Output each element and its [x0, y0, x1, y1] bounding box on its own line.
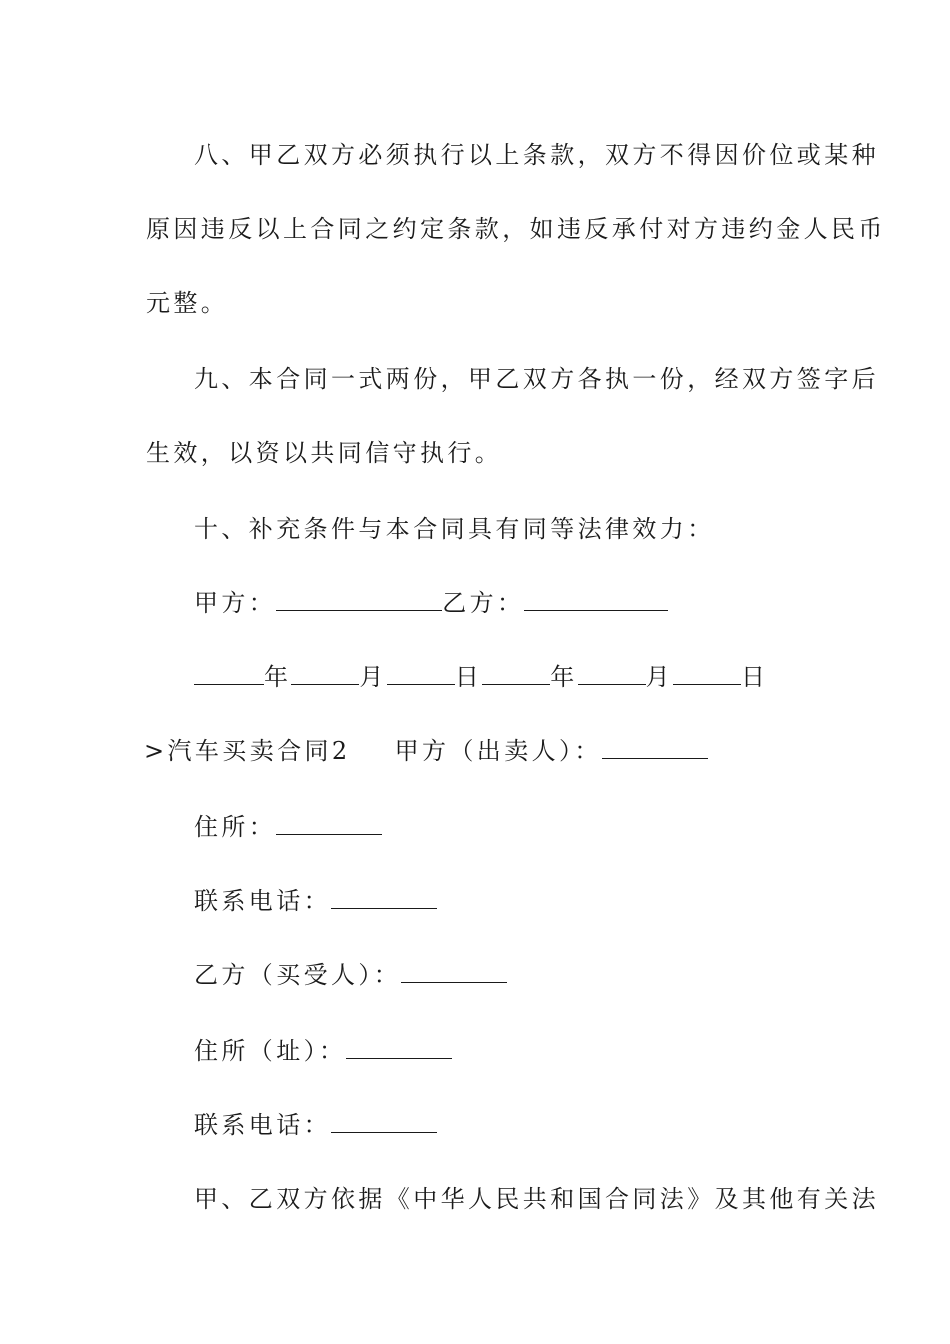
- buyer-address-label: 住所（址）：: [194, 1037, 347, 1065]
- clause-10-line-1: 十、补充条件与本合同具有同等法律效力：: [194, 515, 715, 543]
- buyer-phone-blank: [331, 1112, 437, 1133]
- clause-8-line-2: 原因违反以上合同之约定条款，如违反承付对方违约金人民币: [146, 215, 886, 243]
- year-blank-a: [194, 664, 264, 685]
- buyer-address-row: [194, 1036, 452, 1066]
- party-a-blank: [276, 590, 442, 611]
- seller-address-row: [194, 812, 382, 842]
- day-label-b: 日: [741, 663, 769, 691]
- clause-8-line-1: 八、甲乙双方必须执行以上条款，双方不得因价位或某种: [194, 141, 879, 169]
- day-blank-a: [387, 664, 455, 685]
- month-label-a: 月: [359, 663, 387, 691]
- buyer-phone-row: [194, 1110, 437, 1140]
- seller-phone-row: [194, 886, 437, 916]
- buyer-label: 乙方（买受人）：: [194, 961, 402, 989]
- contract-2-heading-row: [144, 736, 708, 766]
- clause-9-line-2: 生效，以资以共同信守执行。: [146, 439, 503, 467]
- clause-8-line-3: 元整。: [146, 289, 229, 317]
- month-label-b: 月: [645, 663, 674, 691]
- party-b-label: 乙方：: [442, 589, 525, 617]
- year-label-b: 年: [550, 663, 578, 691]
- seller-address-label: 住所：: [194, 813, 277, 841]
- seller-label: 甲方（出卖人）：: [394, 737, 602, 765]
- month-blank-a: [291, 664, 359, 685]
- seller-address-blank: [276, 814, 382, 835]
- seller-blank: [602, 738, 708, 759]
- buyer-address-blank: [346, 1038, 452, 1059]
- party-a-label: 甲方：: [194, 589, 277, 617]
- seller-phone-blank: [331, 888, 437, 909]
- clause-9-line-1: 九、本合同一式两份，甲乙双方各执一份，经双方签字后: [194, 365, 879, 393]
- signature-date-row: [194, 662, 768, 692]
- buyer-row: [194, 960, 507, 990]
- party-b-blank: [524, 590, 668, 611]
- buyer-phone-label: 联系电话：: [194, 1111, 331, 1139]
- day-blank-b: [673, 664, 741, 685]
- month-blank-b: [578, 664, 646, 685]
- year-blank-b: [482, 664, 550, 685]
- signature-parties-row: [194, 588, 668, 618]
- contract-2-heading: >汽车买卖合同2: [144, 737, 351, 765]
- contract-basis-line: 甲、乙双方依据《中华人民共和国合同法》及其他有关法: [194, 1185, 879, 1213]
- year-label-a: 年: [264, 663, 292, 691]
- day-label-a: 日: [454, 663, 483, 691]
- buyer-blank: [401, 962, 507, 983]
- seller-phone-label: 联系电话：: [194, 887, 331, 915]
